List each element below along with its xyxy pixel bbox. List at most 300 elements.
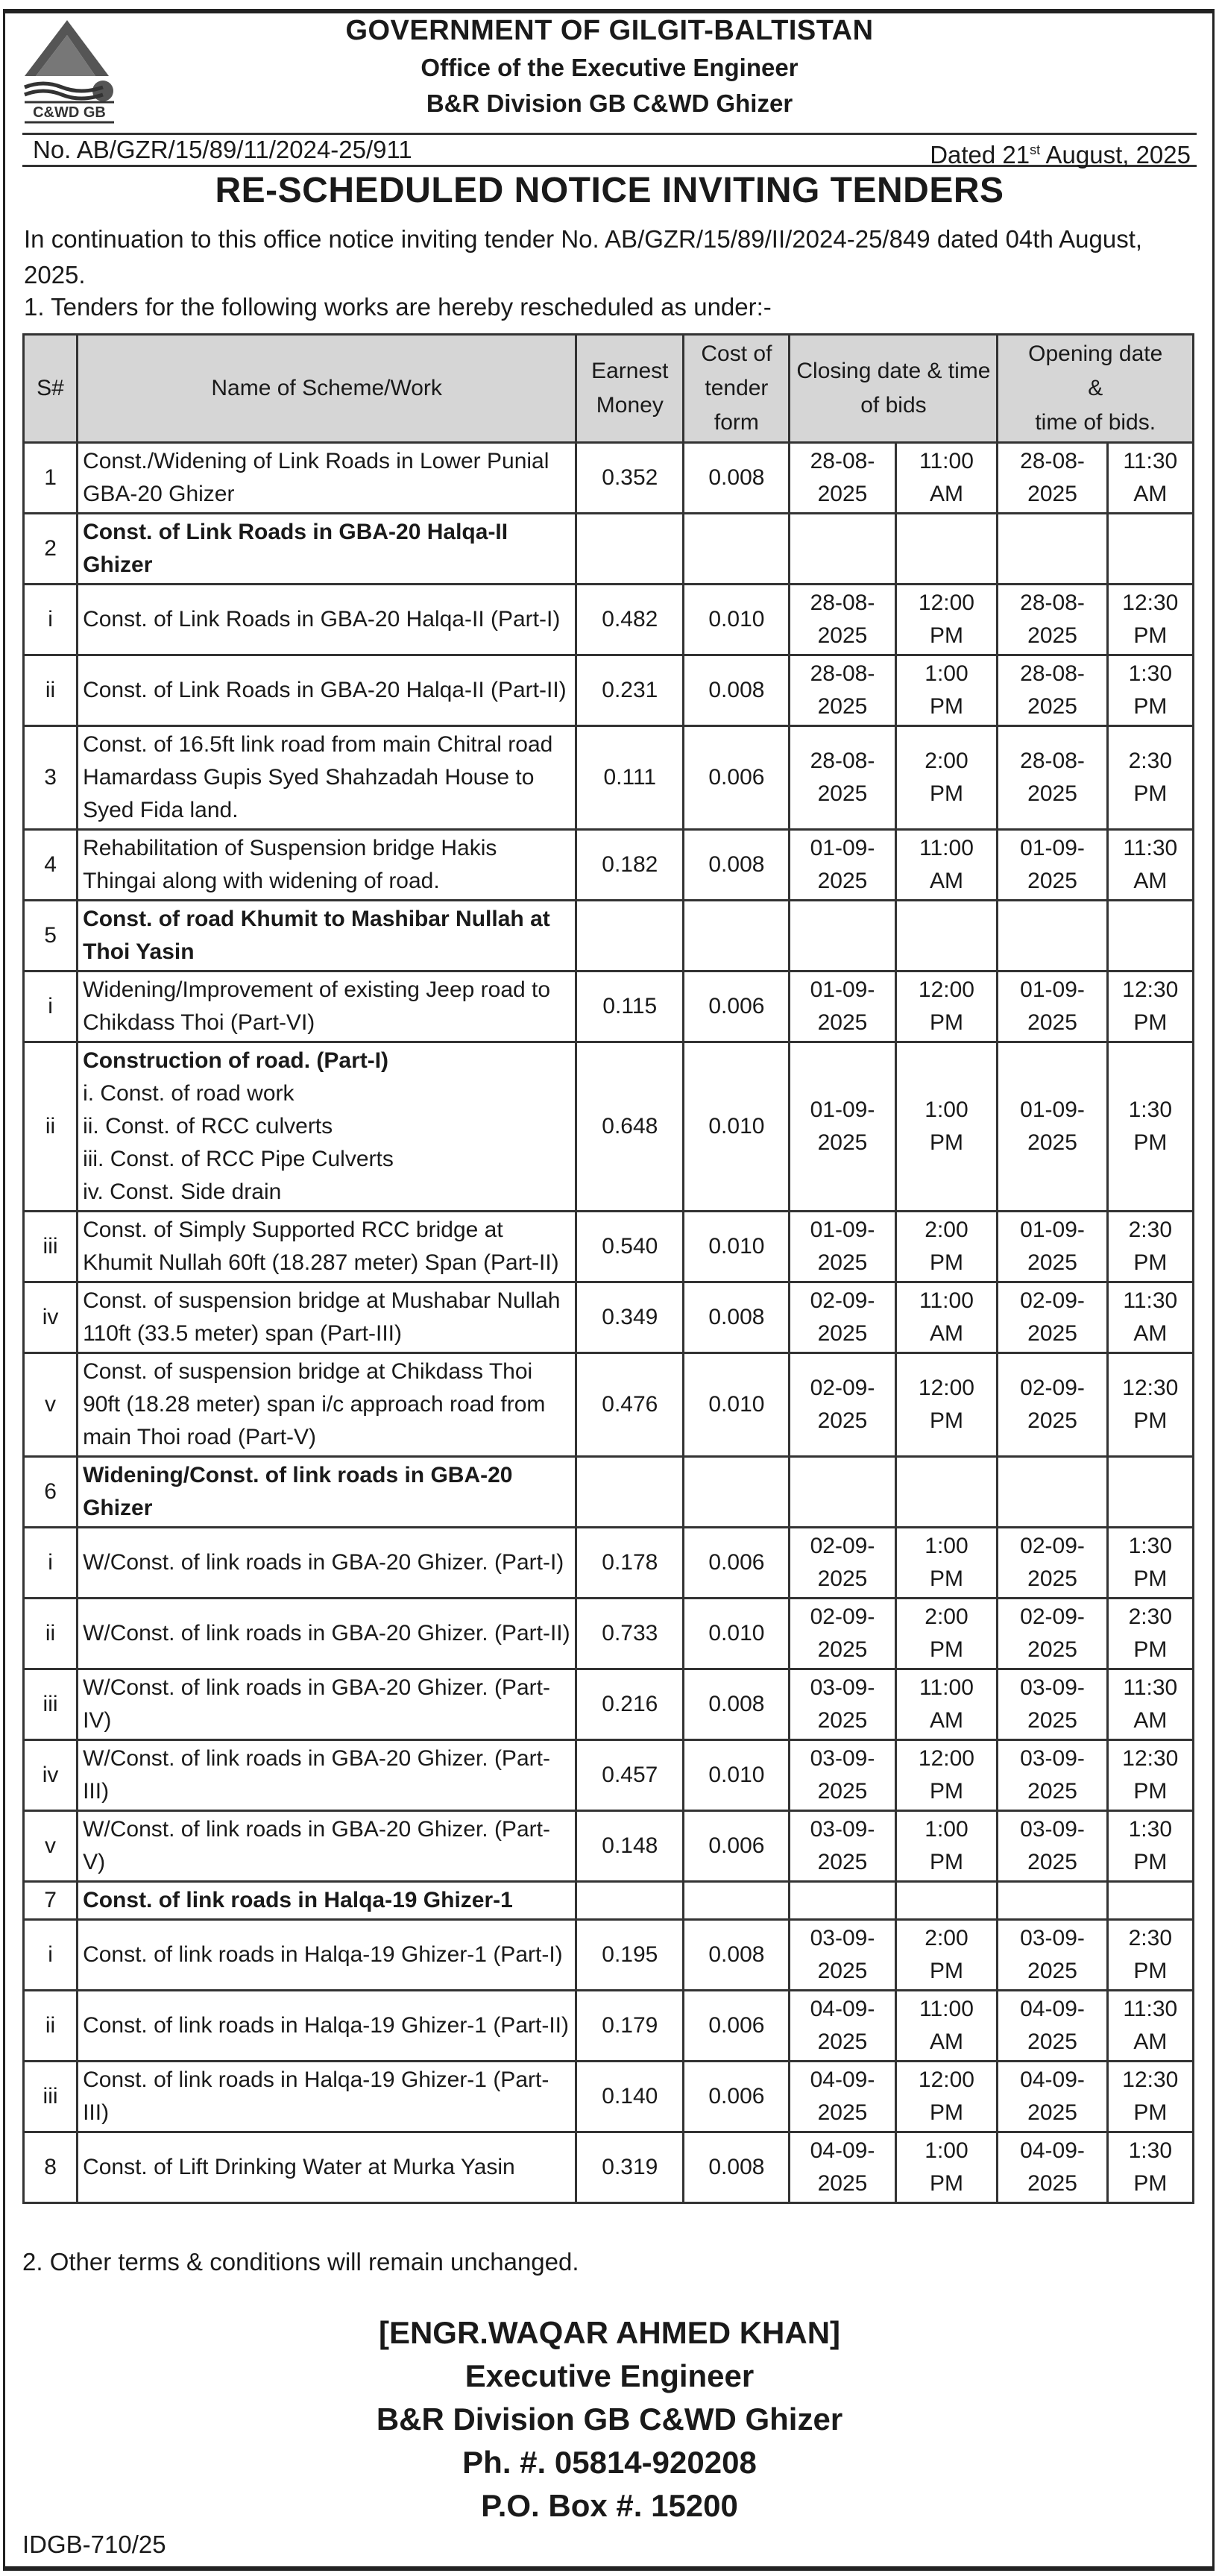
government-title: GOVERNMENT OF GILGIT-BALTISTAN [345,15,874,46]
cell-cd-line2: 2025 [817,1779,868,1804]
cell-cd [790,585,895,655]
cell-cd-line2: 2025 [817,1566,868,1591]
cell-name: Widening/Improvement of existing Jeep road to Chikdass Thoi (Part-VI) [78,971,576,1042]
table-row [24,585,1194,655]
cell-ot-line2: PM [1133,781,1168,806]
cell-od-line1: 04-09- [1020,2068,1085,2092]
cell-em: 0.319 [576,2132,684,2203]
cell-name [78,1042,576,1212]
cell-em [576,1457,684,1528]
cell-od [998,443,1107,514]
cell-ct-line2: PM [929,1850,963,1874]
svg-text:C&WD GB: C&WD GB [33,104,106,121]
cell-sno: ii [24,1042,78,1212]
cell-ct-line2: PM [929,1408,963,1433]
cell-sno: 7 [24,1882,78,1920]
dated-prefix: Dated 21 [930,141,1030,169]
cell-cd-line1: 03-09- [810,1746,875,1771]
cell-od [998,585,1107,655]
cell-ct [895,1599,998,1669]
cell-ct [895,1042,998,1212]
cell-od-line1: 28-08- [1020,449,1085,473]
cell-ct [895,726,998,830]
cell-cd [790,1740,895,1811]
cell-em: 0.111 [576,726,684,830]
cell-cd [790,1669,895,1740]
cell-cost: 0.008 [684,1920,790,1991]
cell-cd-line2: 2025 [817,1637,868,1662]
cell-em: 0.148 [576,1811,684,1882]
cell-name: Const. of Link Roads in GBA-20 Halqa-II (Part-II) [78,655,576,726]
cell-ot-line1: 11:30 [1123,1997,1178,2021]
cell-ct-line2: AM [929,1321,963,1346]
signatory-phone: Ph. #. 05814-920208 [462,2445,757,2480]
cell-ct-line1: 2:00 [925,749,968,773]
cell-name: Const. of suspension bridge at Mushabar Nullah 110ft (33.5 meter) span (Part-III) [78,1282,576,1353]
cell-cd-line1: 28-08- [810,449,875,473]
cell-ot-line2: PM [1133,2100,1168,2125]
cell-cd-line2: 2025 [817,623,868,648]
cell-cd-line2: 2025 [817,1708,868,1733]
table-row [24,971,1194,1042]
cell-ct-line2: PM [929,694,963,719]
cell-cd [790,901,895,971]
tender-table [22,333,1194,2204]
cell-cd [790,2132,895,2203]
cell-ot [1107,1353,1193,1457]
cell-ot [1107,585,1193,655]
cell-od-line1: 04-09- [1020,1997,1085,2021]
dated [930,135,1191,170]
cell-ct-line1: 2:00 [925,1605,968,1629]
cell-name-subitem: iv. Const. Side drain [83,1180,282,1204]
cell-ct-line1: 12:00 [918,2068,974,2092]
cell-cd-line1: 01-09- [810,1098,875,1122]
cell-name: Const. of Lift Drinking Water at Murka Yasin [78,2132,576,2203]
cell-cost: 0.010 [684,1740,790,1811]
cell-ot-line1: 1:30 [1128,661,1173,686]
cell-od [998,1991,1107,2062]
cell-sno: 6 [24,1457,78,1528]
cell-cd-line2: 2025 [817,1321,868,1346]
signatory-pobox: P.O. Box #. 15200 [481,2488,738,2523]
cell-cd-line2: 2025 [817,694,868,719]
cell-ot [1107,726,1193,830]
cell-ot-line2: PM [1133,1130,1168,1155]
cell-name: W/Const. of link roads in GBA-20 Ghizer. (Part-V) [78,1811,576,1882]
cell-em: 0.352 [576,443,684,514]
cell-cd-line2: 2025 [817,869,868,893]
cell-ot-line2: PM [1133,1408,1168,1433]
cell-sno: i [24,971,78,1042]
header-closing: Closing date & time of bids [790,335,998,443]
cell-sno: v [24,1353,78,1457]
cell-em: 0.178 [576,1528,684,1599]
cell-cost: 0.008 [684,443,790,514]
cell-cd [790,830,895,901]
cell-od [998,1212,1107,1282]
cell-em: 0.733 [576,1599,684,1669]
cell-ct-line2: PM [929,1779,963,1804]
cell-ct [895,1353,998,1457]
cell-ot-line1: 12:30 [1122,1376,1179,1400]
cell-ot-line2: AM [1133,1321,1168,1346]
cell-cost: 0.006 [684,1991,790,2062]
cell-cd-line1: 03-09- [810,1926,875,1950]
point-2: 2. Other terms & conditions will remain unchanged. [22,2248,579,2276]
cell-em: 0.115 [576,971,684,1042]
cell-name-subitem: ii. Const. of RCC culverts [83,1114,333,1139]
cell-ot-line2: AM [1133,2029,1168,2054]
cell-ot-line2: PM [1133,694,1168,719]
cell-cost [684,1882,790,1920]
cell-name: Const. of 16.5ft link road from main Chitral road Hamardass Gupis Syed Shahzadah House to Syed Fida land. [78,726,576,830]
cell-ot-line1: 12:30 [1122,2068,1179,2092]
cell-od [998,1669,1107,1740]
cell-cd-line2: 2025 [817,2100,868,2125]
cell-cd-line1: 02-09- [810,1534,875,1558]
cell-sno: v [24,1811,78,1882]
cell-name-subitem: i. Const. of road work [83,1081,294,1106]
cell-sno: i [24,585,78,655]
table-row [24,901,1194,971]
cell-cd-line1: 28-08- [810,749,875,773]
cell-od-line2: 2025 [1027,623,1077,648]
cell-ct [895,585,998,655]
cell-ct-line1: 1:00 [925,1098,968,1122]
cell-cd-line1: 03-09- [810,1675,875,1700]
cell-ot-line1: 2:30 [1128,749,1173,773]
cell-od-line2: 2025 [1027,1779,1077,1804]
cell-cd-line1: 02-09- [810,1605,875,1629]
table-row [24,1740,1194,1811]
cell-od [998,830,1107,901]
cell-name: Const. of Simply Supported RCC bridge at Khumit Nullah 60ft (18.287 meter) Span (Part-II) [78,1212,576,1282]
cell-ct [895,1920,998,1991]
cell-ct [895,1669,998,1740]
cell-sno: 1 [24,443,78,514]
notice-title: RE-SCHEDULED NOTICE INVITING TENDERS [215,171,1004,210]
cell-cd [790,1599,895,1669]
cell-od-line2: 2025 [1027,2029,1077,2054]
signatory-office: B&R Division GB C&WD Ghizer [376,2402,843,2437]
cell-od [998,1599,1107,1669]
cell-ct-line2: PM [929,1566,963,1591]
cell-od-line1: 02-09- [1020,1288,1085,1313]
cell-od-line1: 02-09- [1020,1605,1085,1629]
cell-ct-line2: PM [929,1637,963,1662]
cell-ot [1107,1991,1193,2062]
table-row [24,1457,1194,1528]
cell-od-line2: 2025 [1027,2100,1077,2125]
cell-cd-line1: 02-09- [810,1288,875,1313]
cell-od-line2: 2025 [1027,869,1077,893]
cell-name: Rehabilitation of Suspension bridge Hakis Thingai along with widening of road. [78,830,576,901]
cell-ct [895,1991,998,2062]
cell-ct [895,1457,998,1528]
footer-code: IDGB-710/25 [22,2531,166,2558]
cell-od-line2: 2025 [1027,2171,1077,2196]
table-row [24,726,1194,830]
cell-cost [684,1457,790,1528]
division-title: B&R Division GB C&WD Ghizer [426,89,793,117]
table-row [24,1212,1194,1282]
cell-ct [895,830,998,901]
cell-name: Widening/Const. of link roads in GBA-20 Ghizer [78,1457,576,1528]
cell-em: 0.476 [576,1353,684,1457]
cell-od [998,971,1107,1042]
cell-cost: 0.010 [684,1353,790,1457]
cell-od [998,1811,1107,1882]
dated-sup: st [1030,142,1041,157]
header-name: Name of Scheme/Work [78,335,576,443]
cell-sno: 4 [24,830,78,901]
table-row [24,1920,1194,1991]
cell-sno: iv [24,1740,78,1811]
cell-ot [1107,1212,1193,1282]
point-1: 1. Tenders for the following works are hereby rescheduled as under:- [24,293,772,321]
cell-od [998,901,1107,971]
cell-ct [895,971,998,1042]
cell-sno: iii [24,1212,78,1282]
cell-ot-line1: 12:30 [1122,1746,1179,1771]
cell-ct [895,514,998,585]
cell-od-line2: 2025 [1027,1959,1077,1983]
cell-cd [790,726,895,830]
cell-name: Const./Widening of Link Roads in Lower Punial GBA-20 Ghizer [78,443,576,514]
cell-ct-line2: PM [929,623,963,648]
cell-cd [790,1920,895,1991]
cell-ot-line1: 1:30 [1128,1817,1173,1842]
cell-od [998,1528,1107,1599]
cell-ct [895,1811,998,1882]
table-body [24,443,1194,2203]
cell-ot [1107,2062,1193,2132]
cell-od-line2: 2025 [1027,694,1077,719]
cell-ct-line1: 1:00 [925,661,968,686]
cell-ot-line1: 11:30 [1123,836,1178,860]
cell-ct-line1: 12:00 [918,1746,974,1771]
cell-ct [895,901,998,971]
cell-ot [1107,1740,1193,1811]
cell-cost [684,901,790,971]
cell-ot-line2: PM [1133,1850,1168,1874]
table-row [24,443,1194,514]
cell-cost: 0.010 [684,1042,790,1212]
cell-od [998,2062,1107,2132]
cell-ot-line2: PM [1133,1959,1168,1983]
cell-od-line1: 03-09- [1020,1817,1085,1842]
cell-ot [1107,1669,1193,1740]
cell-ot-line2: PM [1133,623,1168,648]
cell-od-line1: 01-09- [1020,977,1085,1002]
cell-cd [790,1353,895,1457]
cell-ct-line1: 1:00 [925,1534,968,1558]
cell-cost: 0.006 [684,1528,790,1599]
cell-ct [895,2062,998,2132]
signatory-name: [ENGR.WAQAR AHMED KHAN] [378,2315,841,2350]
dated-suffix: August, 2025 [1040,141,1191,169]
cell-em [576,514,684,585]
table-row [24,1042,1194,1212]
cell-cost: 0.010 [684,1599,790,1669]
cell-em: 0.540 [576,1212,684,1282]
cell-od-line2: 2025 [1027,1250,1077,1275]
cell-ot [1107,1599,1193,1669]
cell-cd [790,443,895,514]
cell-cd [790,1991,895,2062]
cell-ct-line2: AM [929,1708,963,1733]
cell-cd-line1: 04-09- [810,1997,875,2021]
cell-sno: ii [24,1991,78,2062]
header-cost: Cost of tender form [684,335,790,443]
cell-od [998,726,1107,830]
cell-od [998,514,1107,585]
cell-od-line1: 01-09- [1020,1098,1085,1122]
table-row [24,1991,1194,2062]
cell-od-line1: 03-09- [1020,1926,1085,1950]
cell-ct [895,1212,998,1282]
cell-ct-line2: PM [929,1010,963,1035]
cell-sno: ii [24,655,78,726]
cell-ot-line1: 1:30 [1128,1534,1173,1558]
cell-ot-line1: 2:30 [1128,1605,1173,1629]
cell-sno: 5 [24,901,78,971]
cell-ot [1107,655,1193,726]
cell-od [998,2132,1107,2203]
cell-ot-line2: PM [1133,1779,1168,1804]
cell-cd [790,1282,895,1353]
table-row [24,514,1194,585]
cell-cd-line1: 01-09- [810,836,875,860]
cell-name-subitem: iii. Const. of RCC Pipe Culverts [83,1147,394,1171]
cell-cd [790,2062,895,2132]
cell-cd-line2: 2025 [817,781,868,806]
reference-line [22,133,1197,167]
cell-cost: 0.010 [684,1212,790,1282]
cell-em [576,1882,684,1920]
cell-ot-line2: AM [1133,1708,1168,1733]
table-row [24,2132,1194,2203]
cell-ct-line2: PM [929,2100,963,2125]
table-row [24,2062,1194,2132]
cell-cost: 0.010 [684,585,790,655]
cell-ct-line1: 11:00 [919,449,974,473]
cell-em: 0.182 [576,830,684,901]
cell-od-line1: 28-08- [1020,661,1085,686]
cell-ct-line2: PM [929,1130,963,1155]
cell-od [998,1882,1107,1920]
cell-od [998,1457,1107,1528]
cell-ot [1107,514,1193,585]
cell-em: 0.482 [576,585,684,655]
cell-cd-line2: 2025 [817,1850,868,1874]
office-title: Office of the Executive Engineer [420,54,799,81]
cell-sno: i [24,1528,78,1599]
cell-ot-line2: PM [1133,1250,1168,1275]
table-row [24,1599,1194,1669]
cell-ct [895,2132,998,2203]
cell-ot-line2: PM [1133,1010,1168,1035]
cell-cd [790,1528,895,1599]
cell-cd-line1: 28-08- [810,591,875,615]
cell-cd-line2: 2025 [817,2171,868,2196]
cell-od-line1: 28-08- [1020,591,1085,615]
cell-name: Const. of link roads in Halqa-19 Ghizer-1 [78,1882,576,1920]
table-header-row [24,335,1194,443]
cell-od-line2: 2025 [1027,482,1077,506]
cell-cd-line2: 2025 [817,1010,868,1035]
cell-ot [1107,443,1193,514]
cell-ot-line1: 12:30 [1122,977,1179,1002]
cell-ct-line2: PM [929,781,963,806]
cell-cd [790,655,895,726]
cell-ot-line1: 11:30 [1123,449,1178,473]
table-row [24,1669,1194,1740]
cell-ot [1107,1528,1193,1599]
cell-cost: 0.008 [684,655,790,726]
cell-ot [1107,1882,1193,1920]
cell-em: 0.648 [576,1042,684,1212]
cell-cost: 0.006 [684,971,790,1042]
cell-sno: iv [24,1282,78,1353]
cell-cost: 0.008 [684,1282,790,1353]
cell-ct [895,1282,998,1353]
cell-ct-line2: AM [929,869,963,893]
table-row [24,655,1194,726]
cell-od-line1: 01-09- [1020,1218,1085,1242]
cell-em: 0.457 [576,1740,684,1811]
cell-cd [790,1882,895,1920]
cell-cd-line1: 01-09- [810,1218,875,1242]
cell-cd-line2: 2025 [817,1250,868,1275]
cell-ct-line2: AM [929,2029,963,2054]
cell-od [998,1353,1107,1457]
cell-od-line1: 03-09- [1020,1675,1085,1700]
intro-paragraph: In continuation to this office notice inviting tender No. AB/GZR/15/89/II/2024-25/849 dated 04th August, 2025. [24,225,1143,289]
cell-ct-line1: 11:00 [919,1288,974,1313]
cell-ct [895,655,998,726]
cell-ot-line2: PM [1133,2171,1168,2196]
cell-od-line2: 2025 [1027,1130,1077,1155]
cell-em: 0.231 [576,655,684,726]
cell-em [576,901,684,971]
cell-cd-line1: 04-09- [810,2068,875,2092]
cell-cd [790,1811,895,1882]
table-row [24,1282,1194,1353]
cell-sno: 2 [24,514,78,585]
cell-sno: iii [24,1669,78,1740]
cell-ot [1107,1282,1193,1353]
cell-ot [1107,1042,1193,1212]
cell-ot [1107,1920,1193,1991]
cell-od-line1: 02-09- [1020,1376,1085,1400]
cell-name: Const. of link roads in Halqa-19 Ghizer-1 (Part-III) [78,2062,576,2132]
cell-cost: 0.006 [684,1811,790,1882]
cell-ct-line2: PM [929,1959,963,1983]
cell-ot-line1: 11:30 [1123,1288,1178,1313]
cell-sno: iii [24,2062,78,2132]
cell-ct-line1: 11:00 [919,1675,974,1700]
cell-cd-line1: 28-08- [810,661,875,686]
cell-od [998,1920,1107,1991]
cell-cd-line2: 2025 [817,482,868,506]
cell-cd-line1: 04-09- [810,2138,875,2163]
cell-cd-line2: 2025 [817,1959,868,1983]
cell-ot-line1: 2:30 [1128,1926,1173,1950]
cell-ot-line1: 12:30 [1122,591,1179,615]
cell-name: W/Const. of link roads in GBA-20 Ghizer. (Part-IV) [78,1669,576,1740]
